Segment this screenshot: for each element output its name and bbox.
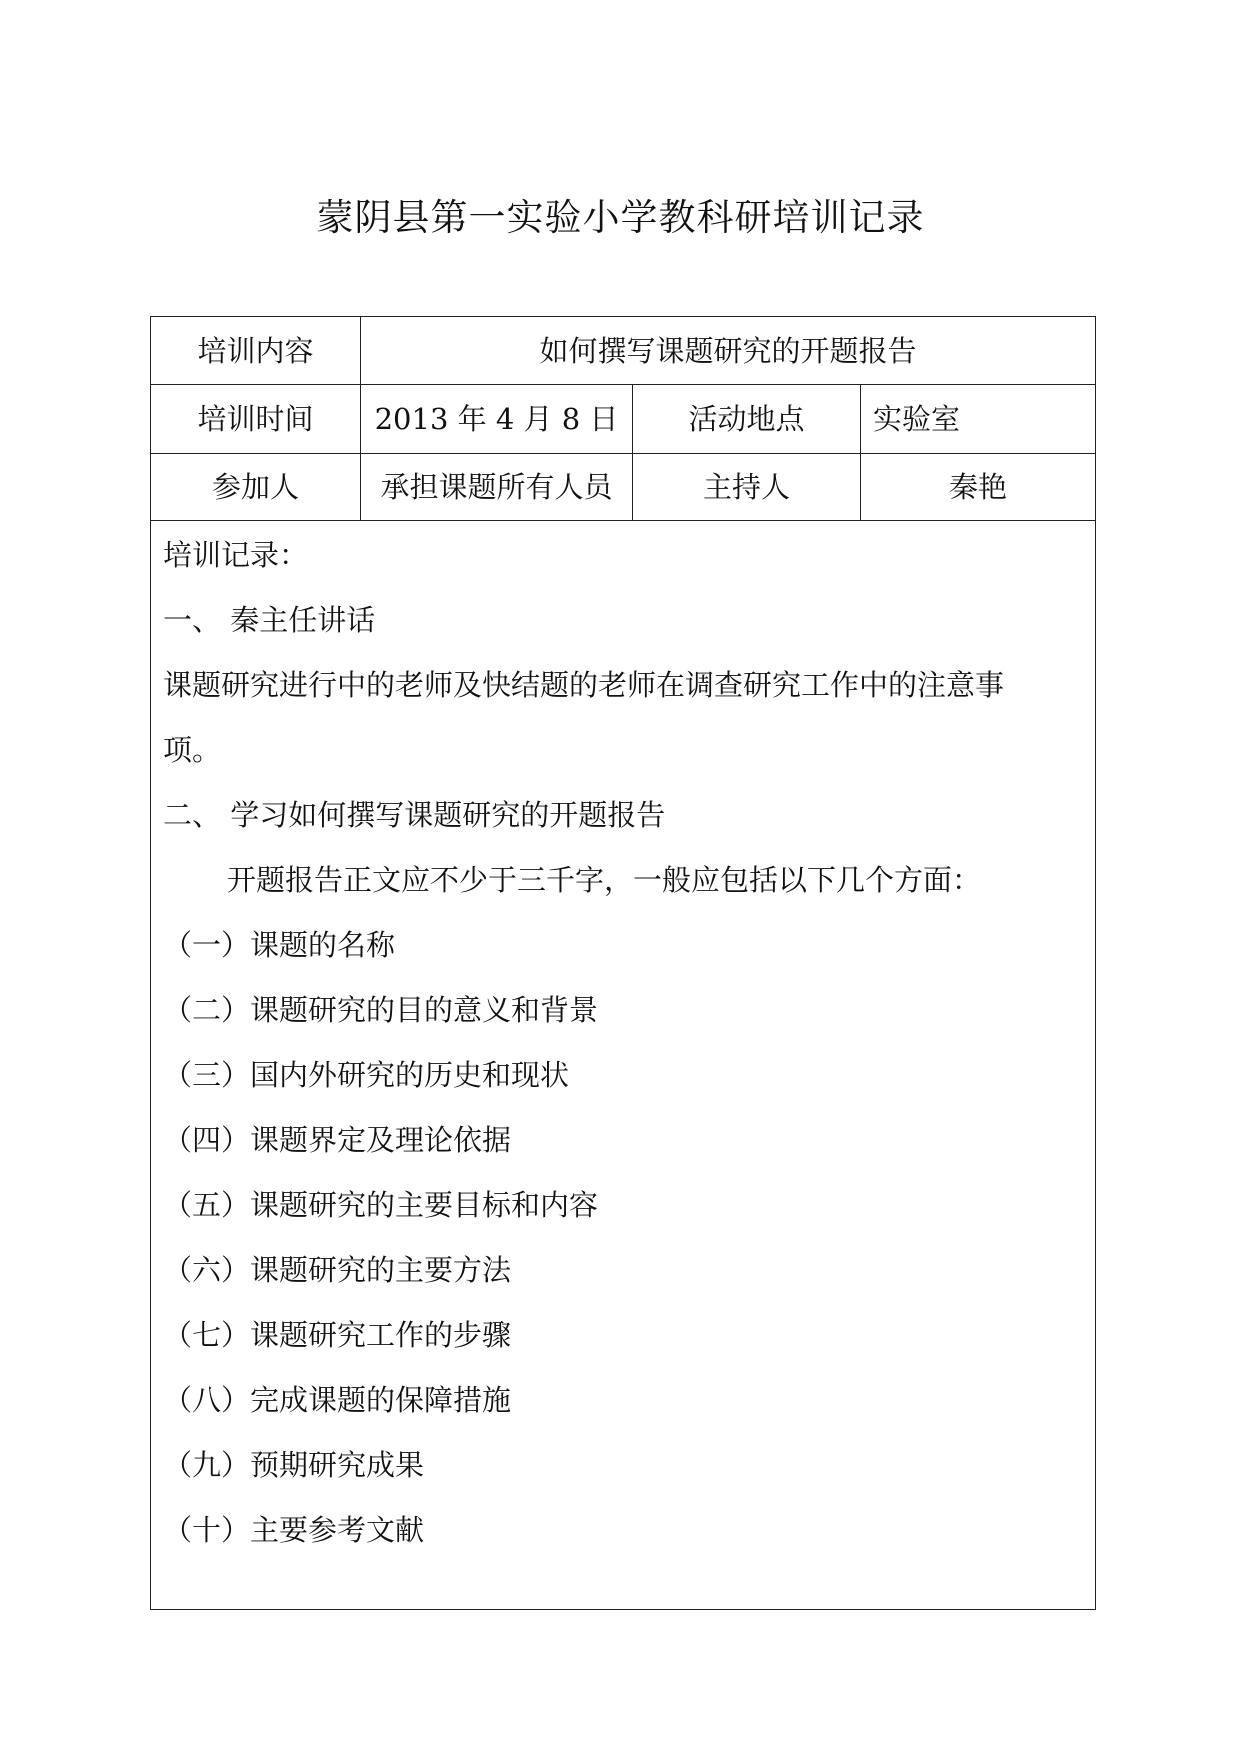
table-row-time-place (151, 385, 1096, 454)
document-title: 蒙阴县第一实验小学教科研培训记录 (316, 196, 925, 239)
table-row-record (151, 521, 1096, 1610)
record-heading: 培训记录： (163, 538, 309, 572)
list-item: （六）课题研究的主要方法 (163, 1253, 512, 1287)
list-item: （八）完成课题的保障措施 (163, 1383, 512, 1417)
host-value: 秦艳 (861, 454, 1096, 521)
list-item: （二）课题研究的目的意义和背景 (163, 993, 599, 1027)
list-item: （十）主要参考文献 (163, 1513, 425, 1547)
content-value: 如何撰写课题研究的开题报告 (361, 317, 1096, 385)
section-2-title: 二、 学习如何撰写课题研究的开题报告 (163, 798, 666, 832)
time-value: 2013 年 4 月 8 日 (361, 385, 633, 454)
content-label: 培训内容 (151, 317, 361, 385)
list-item: （五）课题研究的主要目标和内容 (163, 1188, 599, 1222)
section-1-title: 一、 秦主任讲话 (163, 603, 376, 637)
participants-label: 参加人 (151, 454, 361, 521)
record-cell (151, 521, 1096, 1610)
section-2-intro: 开题报告正文应不少于三千字，一般应包括以下几个方面： (227, 863, 982, 897)
section-1-text-line-2: 项。 (163, 733, 222, 767)
time-label: 培训时间 (151, 385, 361, 454)
participants-value: 承担课题所有人员 (361, 454, 633, 521)
place-label: 活动地点 (633, 385, 861, 454)
table-row-content (151, 317, 1096, 385)
section-1-text-line-1: 课题研究进行中的老师及快结题的老师在调查研究工作中的注意事 (163, 668, 1005, 702)
list-item: （四）课题界定及理论依据 (163, 1123, 512, 1157)
list-item: （七）课题研究工作的步骤 (163, 1318, 512, 1352)
record-body (151, 521, 1095, 1609)
list-item: （九）预期研究成果 (163, 1448, 425, 1482)
list-item: （三）国内外研究的历史和现状 (163, 1058, 570, 1092)
place-value: 实验室 (861, 385, 1096, 454)
training-record-table (150, 316, 1096, 1610)
table-row-people (151, 454, 1096, 521)
host-label: 主持人 (633, 454, 861, 521)
list-item: （一）课题的名称 (163, 928, 396, 962)
